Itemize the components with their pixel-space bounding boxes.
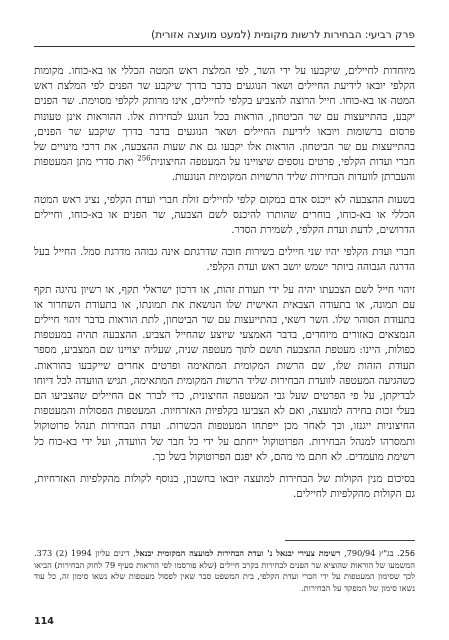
- footnote-rule: [285, 540, 415, 541]
- footnote-reference[interactable]: 256: [137, 154, 151, 163]
- body-text: [34, 64, 415, 509]
- document-page: [34, 0, 415, 640]
- footnote-text: , דינים עליון 1994 (2) 373. המשמעו של הוראות שהוציא שר הפנים לבחירות בקרב חיילים (שלא פורסמו לפי הוראות סעיף 79 לחוק הבחירות) הביאו לכך שסימון המעטפות על ידי חברי ועדת הקלפי, בית המשפט סבר שאין לפסול מעטפות שלא נשאו סימון זה, כל עוד נשאו סימון של המפקד על הבחירות.: [34, 548, 415, 593]
- page-number: 114: [34, 616, 54, 627]
- paragraph-1: [34, 64, 415, 186]
- footnote-number: 256.: [397, 549, 416, 558]
- footnote-citation-prefix: בג"ץ 790/94,: [340, 548, 394, 558]
- paragraph-1-text-after: ואת סדרי מתן המעטפות והעברתן לוועדות הבחירות שליד הרשויות המקומיות הנוגעות.: [34, 156, 415, 184]
- paragraph-4: זיהוי חייל לשם הצבעתו יהיה על ידי תעודת זהות, או דרכון ישראלי תקף, או רשיון נהיגה תקף עם תמונה, או בתעודה הצבאית האישית שלו הנושאת את תמונתו, או בתעודת השחרור או בתעודת הסוהר שלו. השר רשאי, בהתייעצות עם שר הביטחון, לתת הוראות בדבר זיהוי חיילים הנמצאים באזורים מיוחדים, בדבר האמצעי שיוצע שהחייל הצביע. ההצבעה תהיה במעטפות כפולות, היינו: מעטפת ההצבעה תושם לתוך מעטפה שניה, שעליה יצויינו שם המצביע, מספר תעודת הזהות שלו, שם הרשות המקומית המתאימה ופרטים אחרים שייקבעו בהוראות. כשהגיעה המעטפה לוועדת הבחירות שליד הרשות המקומית המתאימה, תגיש הוועדה לכל דיוחו לבדיקתן, על פי הפרטים שעל גבי המעטפה החיצונית, כדי לברר אם החיילים שהצביעו הם בעלי זכות בחירה למועצה, ואם לא הצביעו בקלפיות האזרחיות. המעטפות הפסולות והמעטפות החיצוניות ייגנזו, וכך לאחר מכן ייפתחו המעטפות הכשרות. ועדת הבחירות תנהל פרוטוקול ותמסרהו למנהל הבחירות. הפרוטוקול ייחתם על ידי כל חבר של הוועדה, ועל ידי בא-כוח כל רשימת מועמדים. לא חתם מי מהם, לא יפגם הפרוטוקול בשל כך.: [34, 283, 415, 463]
- footnote-case-name: רשימת צעירי יבנאל נ' ועדת הבחירות למועצה המקומית יבנאל: [135, 548, 341, 558]
- footnote: [34, 548, 415, 594]
- running-header: פרק רביעי: הבחירות לרשות מקומית (למעט מועצה אזורית): [151, 29, 415, 41]
- header-rule: [34, 46, 415, 47]
- paragraph-3: חברי ועדת הקלפי יהיו שני חיילים בשירות חובה שדרגתם אינה גבוהה מדרגת סמל. החייל בעל הדרגה הגבוהה ביותר ישמש יושב ראש ועדת הקלפי.: [34, 246, 415, 274]
- paragraph-5: בסיכום מנין הקולות של הבחירות למועצה יובאו בחשבון, בנוסף לקולות מהקלפיות האזרחיות, גם הקולות מהקלפיות לחיילים.: [34, 473, 415, 501]
- paragraph-2: בשעות ההצבעה לא ייכנס אדם במקום קלפי לחיילים זולת חברי ועדת הקלפי, נציג ראש המטה הכללי או בא-כוחו, בוחרים שהותרו להיכנס לשם הצבעה, שר הפנים או בא-כוחו, וחיילים הדרושים, לדעת ועדת הקלפי, לשמירת הסדר.: [34, 193, 415, 237]
- paragraph-1-text: מיוחדות לחיילים, שיקבעו על ידי השר, לפי המלצת ראש המטה הכללי או בא-כוחו. מקומות הקלפי יובאו לידיעת החיילים ושאר הנוגעים בדבר בדרך שיקבע שר הפנים לפי המלצת ראש המטה או בא-כוחו. חייל הרוצה להצביע בקלפי לחיילים, אינו מרותק לקלפי מסוימת. שר הפנים יקבע, בהתייעצות עם שר הביטחון, הוראות בכל הנוגע לבחירות אלו. ההוראות אינן טעונות פרסום ברשומות ויובאו לידיעת החיילים ושאר הנוגעים בדבר בדרך שיקבע שר הפנים, בהתייעצות עם שר הביטחון. הוראות אלו יקבעו גם את שעות ההצבעה, את דרכי מינויים של חברי ועדות הקלפי, פרטים נוספים שיצויינו על המעטפה החיצונית: [34, 65, 416, 169]
